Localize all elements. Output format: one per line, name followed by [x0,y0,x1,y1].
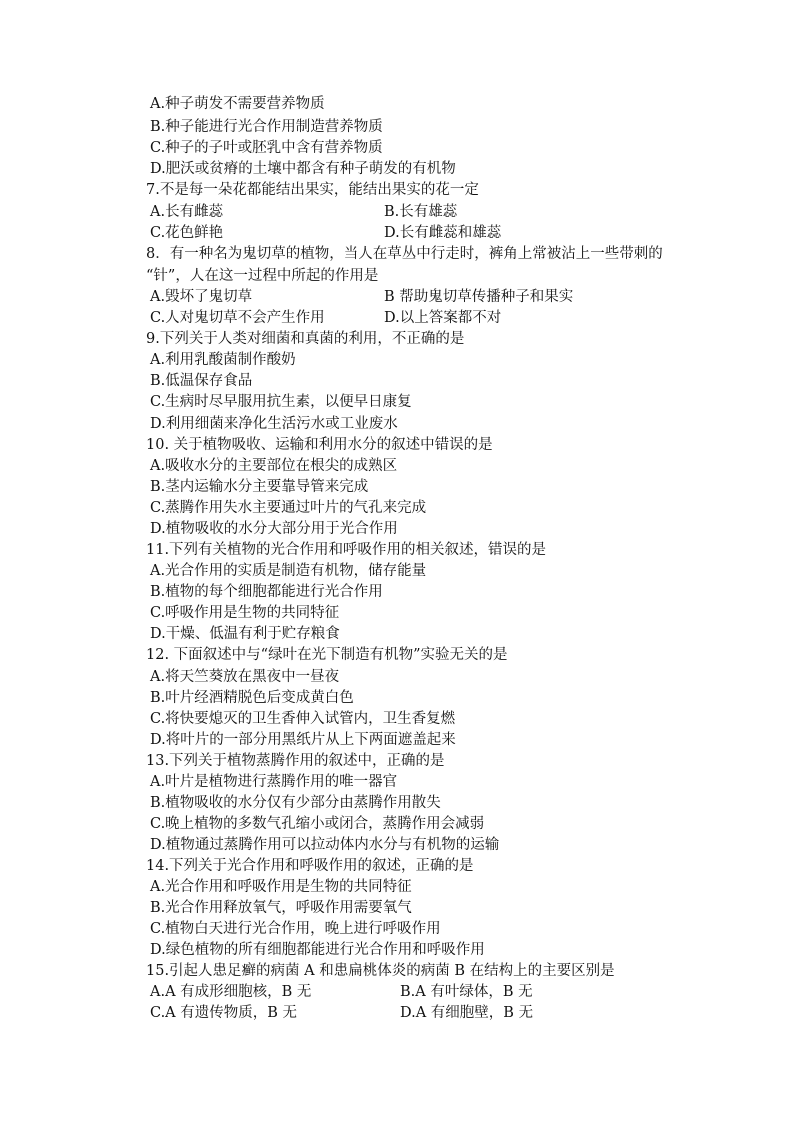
q13-stem: 13.下列关于植物蒸腾作用的叙述中，正确的是 [146,753,445,769]
q10-option-a: A.吸收水分的主要部位在根尖的成熟区 [150,458,398,474]
q15-option-d: D.A 有细胞壁，B 无 [400,1005,534,1021]
q6-option-a: A.种子萌发不需要营养物质 [150,96,325,112]
q15-option-a: A.A 有成形细胞核，B 无 [150,984,312,1000]
q7-option-b: B.长有雄蕊 [384,204,458,220]
q8-option-d: D.以上答案都不对 [384,310,502,326]
q6-option-b: B.种子能进行光合作用制造营养物质 [150,119,383,135]
q7-option-d: D.长有雌蕊和雄蕊 [384,225,502,241]
q12-option-a: A.将天竺葵放在黑夜中一昼夜 [150,669,340,685]
q11-option-a: A.光合作用的实质是制造有机物，储存能量 [150,563,427,579]
q11-option-c: C.呼吸作用是生物的共同特征 [150,605,340,621]
q9-stem: 9.下列关于人类对细菌和真菌的利用，不正确的是 [146,331,465,347]
q10-option-b: B.茎内运输水分主要靠导管来完成 [150,479,369,495]
q10-option-d: D.植物吸收的水分大部分用于光合作用 [150,521,398,537]
q7-option-c: C.花色鲜艳 [150,225,224,241]
q8-option-c: C.人对鬼切草不会产生作用 [150,310,325,326]
q8-stem-line1: 8．有一种名为鬼切草的植物，当人在草丛中行走时，裤角上常被沾上一些带刺的 [146,246,663,262]
q14-option-c: C.植物白天进行光合作用，晚上进行呼吸作用 [150,921,441,937]
q13-option-d: D.植物通过蒸腾作用可以拉动体内水分与有机物的运输 [150,837,500,853]
q10-stem: 10. 关于植物吸收、运输和利用水分的叙述中错误的是 [146,437,493,453]
q6-option-c: C.种子的子叶或胚乳中含有营养物质 [150,140,383,156]
q11-stem: 11.下列有关植物的光合作用和呼吸作用的相关叙述，错误的是 [146,542,547,558]
q8-stem-line2: “针”，人在这一过程中所起的作用是 [146,268,379,284]
q14-option-b: B.光合作用释放氧气，呼吸作用需要氧气 [150,900,412,916]
q8-option-b: B 帮助鬼切草传播种子和果实 [384,289,574,305]
q12-stem: 12. 下面叙述中与“绿叶在光下制造有机物”实验无关的是 [146,647,508,663]
q9-option-c: C.生病时尽早服用抗生素，以便早日康复 [150,394,412,410]
q13-option-c: C.晚上植物的多数气孔缩小或闭合，蒸腾作用会减弱 [150,816,485,832]
q15-option-b: B.A 有叶绿体，B 无 [400,984,533,1000]
q9-option-b: B.低温保存食品 [150,373,253,389]
q11-option-b: B.植物的每个细胞都能进行光合作用 [150,584,383,600]
q6-option-d: D.肥沃或贫瘠的土壤中都含有种子萌发的有机物 [150,161,456,177]
q14-option-a: A.光合作用和呼吸作用是生物的共同特征 [150,879,412,895]
q8-option-a: A.毁坏了鬼切草 [150,289,253,305]
q14-option-d: D.绿色植物的所有细胞都能进行光合作用和呼吸作用 [150,942,485,958]
q7-option-a: A.长有雌蕊 [150,204,224,220]
q9-option-d: D.利用细菌来净化生活污水或工业废水 [150,416,398,432]
q12-option-c: C.将快要熄灭的卫生香伸入试管内，卫生香复燃 [150,711,456,727]
q13-option-b: B.植物吸收的水分仅有少部分由蒸腾作用散失 [150,795,441,811]
q7-stem: 7.不是每一朵花都能结出果实，能结出果实的花一定 [146,182,479,198]
q14-stem: 14.下列关于光合作用和呼吸作用的叙述，正确的是 [146,858,474,874]
q13-option-a: A.叶片是植物进行蒸腾作用的唯一器官 [150,774,398,790]
q15-stem: 15.引起人患足癣的病菌 A 和患扁桃体炎的病菌 B 在结构上的主要区别是 [146,963,615,979]
q9-option-a: A.利用乳酸菌制作酸奶 [150,352,296,368]
q12-option-b: B.叶片经酒精脱色后变成黄白色 [150,690,354,706]
q15-option-c: C.A 有遗传物质，B 无 [150,1005,298,1021]
q11-option-d: D.干燥、低温有利于贮存粮食 [150,626,340,642]
q10-option-c: C.蒸腾作用失水主要通过叶片的气孔来完成 [150,500,427,516]
q12-option-d: D.将叶片的一部分用黑纸片从上下两面遮盖起来 [150,732,456,748]
